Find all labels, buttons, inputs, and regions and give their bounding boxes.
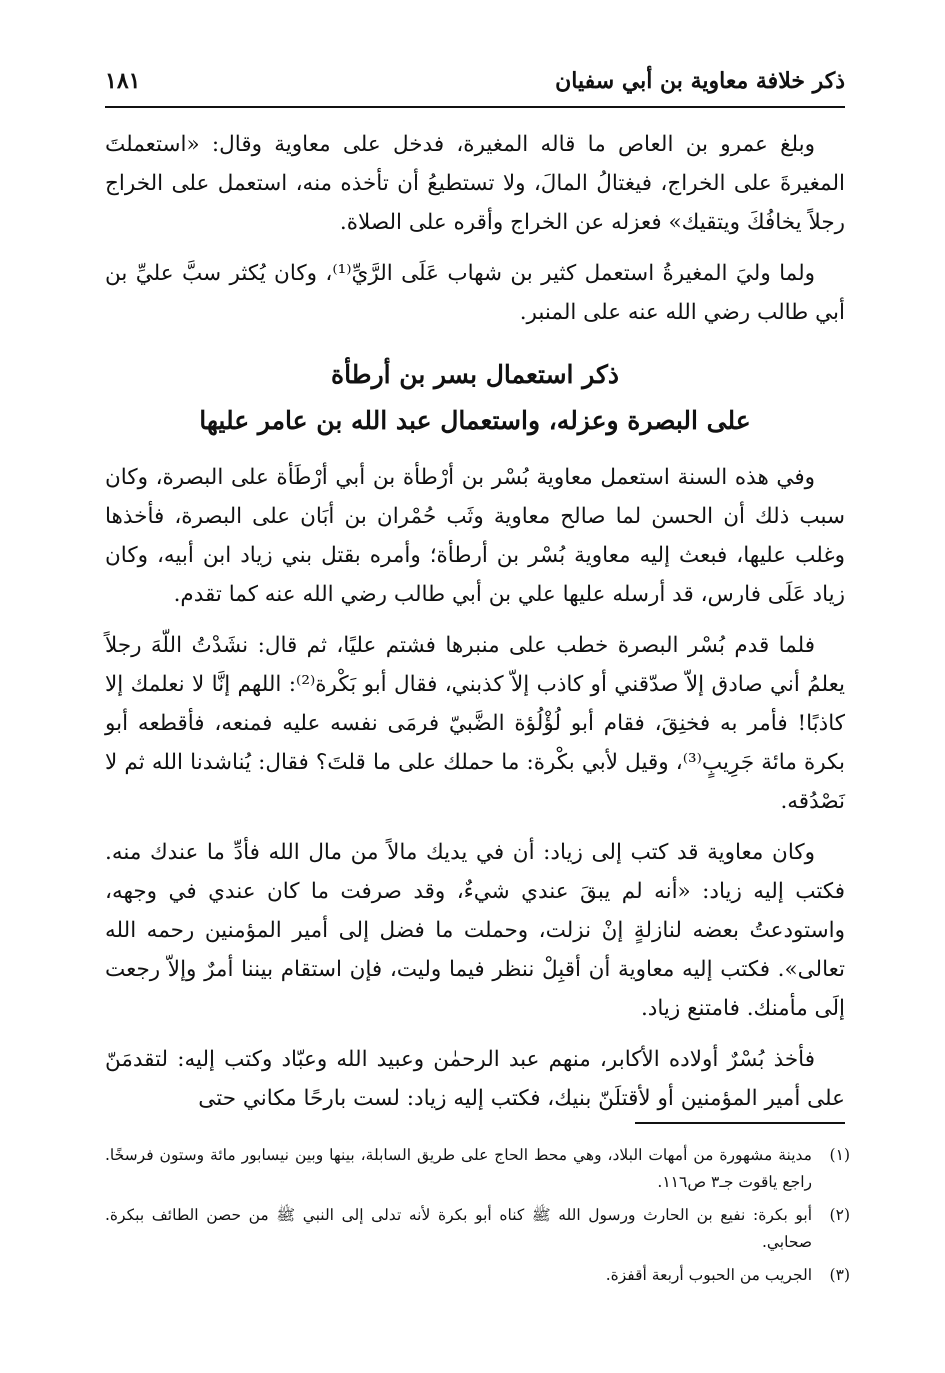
running-header bbox=[105, 58, 845, 108]
paragraph: وفي هذه السنة استعمل معاوية بُسْر بن أرْطأة بن أبي أرْطَأة على البصرة، وكان سبب ذلك أن الحسن لما صالح معاوية وثَب حُمْران بن أبَان على البصرة، فأخذها وغلب عليها، فبعث إليه معاوية بُسْر بن أرطأة؛ وأمره بقتل بني زياد ابن أبيه، وكان زياد عَلَى فارس، قد أرسله عليها علي بن أبي طالب رضي الله عنه كما تقدم. bbox=[105, 465, 845, 607]
footnote-text: الجريب من الحبوب أربعة أقفزة. bbox=[605, 1266, 812, 1284]
paragraph: فأخذ بُسْرٌ أولاده الأكابر، منهم عبد الرحمٰن وعبيد الله وعبّاد وكتب إليه: لتقدمَنّ على أمير المؤمنين أو لأقتلَنّ بنيك، فكتب إليه زياد: لست بارحًا مكاني حتى bbox=[105, 1047, 845, 1111]
footnote-number: (١) bbox=[829, 1146, 850, 1164]
paragraph: وكان معاوية قد كتب إلى زياد: أن في يديك مالاً من مال الله فأدِّ ما عندك منه. فكتب إليه زياد: «أنه لم يبقَ عندي شيءٌ، وقد صرفت ما كان عندي في وجهه، واستودعتُ بعضه لنازلةٍ إنْ نزلت، وحملت ما فضل إلى أمير المؤمنين رحمه الله تعالى». فكتب إليه معاوية أن أقبِلْ ننظر فيما وليت، فإن استقام بيننا أمرٌ وإلاّ رجعت إلَى مأمنك. فامتنع زياد. bbox=[105, 840, 845, 1021]
footnote-separator bbox=[635, 1122, 845, 1124]
section-heading-line-1: ذكر استعمال بسر بن أرطأة bbox=[330, 360, 620, 389]
footnotes bbox=[105, 1142, 850, 1295]
footnote bbox=[105, 1262, 850, 1289]
footnote-number: (٣) bbox=[829, 1266, 850, 1284]
footnote-number: (٢) bbox=[829, 1206, 850, 1224]
paragraph: ولما وليَ المغيرةُ استعمل كثير بن شهاب عَلَى الرَّيِّ⁽¹⁾، وكان يُكثر سبَّ عليِّ بن أبي طالب رضي الله عنه على المنبر. bbox=[105, 261, 845, 325]
footnote-text: أبو بكرة: نفيع بن الحارث ورسول الله ﷺ كناه أبو بكرة لأنه تدلى إلى النبي ﷺ من حصن الطائف ببكرة. صحابي. bbox=[105, 1206, 812, 1251]
paragraph: وبلغ عمرو بن العاص ما قاله المغيرة، فدخل على معاوية وقال: «استعملتَ المغيرةَ على الخراج، فيغتالُ المالَ، ولا تستطيعُ أن تأخذه منه، استعمل على الخراج رجلاً يخافُكَ ويتقيك» فعزله عن الخراج وأقره على الصلاة. bbox=[105, 132, 845, 235]
paragraph: فلما قدم بُسْر البصرة خطب على منبرها فشتم عليًا، ثم قال: نشَدْتُ اللّهَ رجلاً يعلمُ أني صادق إلاّ صدّقني أو كاذب إلاّ كذبني، فقال أبو بَكْرة⁽²⁾: اللهم إنَّا لا نعلمك إلا كاذبًا! فأمر به فخنِقَ، فقام أبو لُؤْلُؤة الضَّبيّ فرمَى نفسه عليه فمنعه، فأقطعه أبو بكرة مائة جَرِيبٍ⁽³⁾، وقيل لأبي بكْرة: ما حملك على ما قلتَ؟ فقال: يُناشدنا الله ثم لا نَصْدُقه. bbox=[105, 633, 845, 814]
footnote-text: مدينة مشهورة من أمهات البلاد، وهي محط الحاج على طريق السابلة، بينها وبين نيسابور مائة وستون فرسخًا. راجع ياقوت جـ٣ ص١١٦. bbox=[105, 1146, 812, 1191]
main-text bbox=[105, 125, 845, 1130]
section-heading-line-2: على البصرة وعزله، واستعمال عبد الله بن عامر عليها bbox=[199, 406, 751, 435]
running-title: ذكر خلافة معاوية بن أبي سفيان bbox=[555, 68, 845, 94]
section-heading bbox=[105, 352, 845, 444]
footnote bbox=[105, 1142, 850, 1196]
footnote bbox=[105, 1202, 850, 1256]
page-number: ١٨١ bbox=[105, 68, 141, 94]
